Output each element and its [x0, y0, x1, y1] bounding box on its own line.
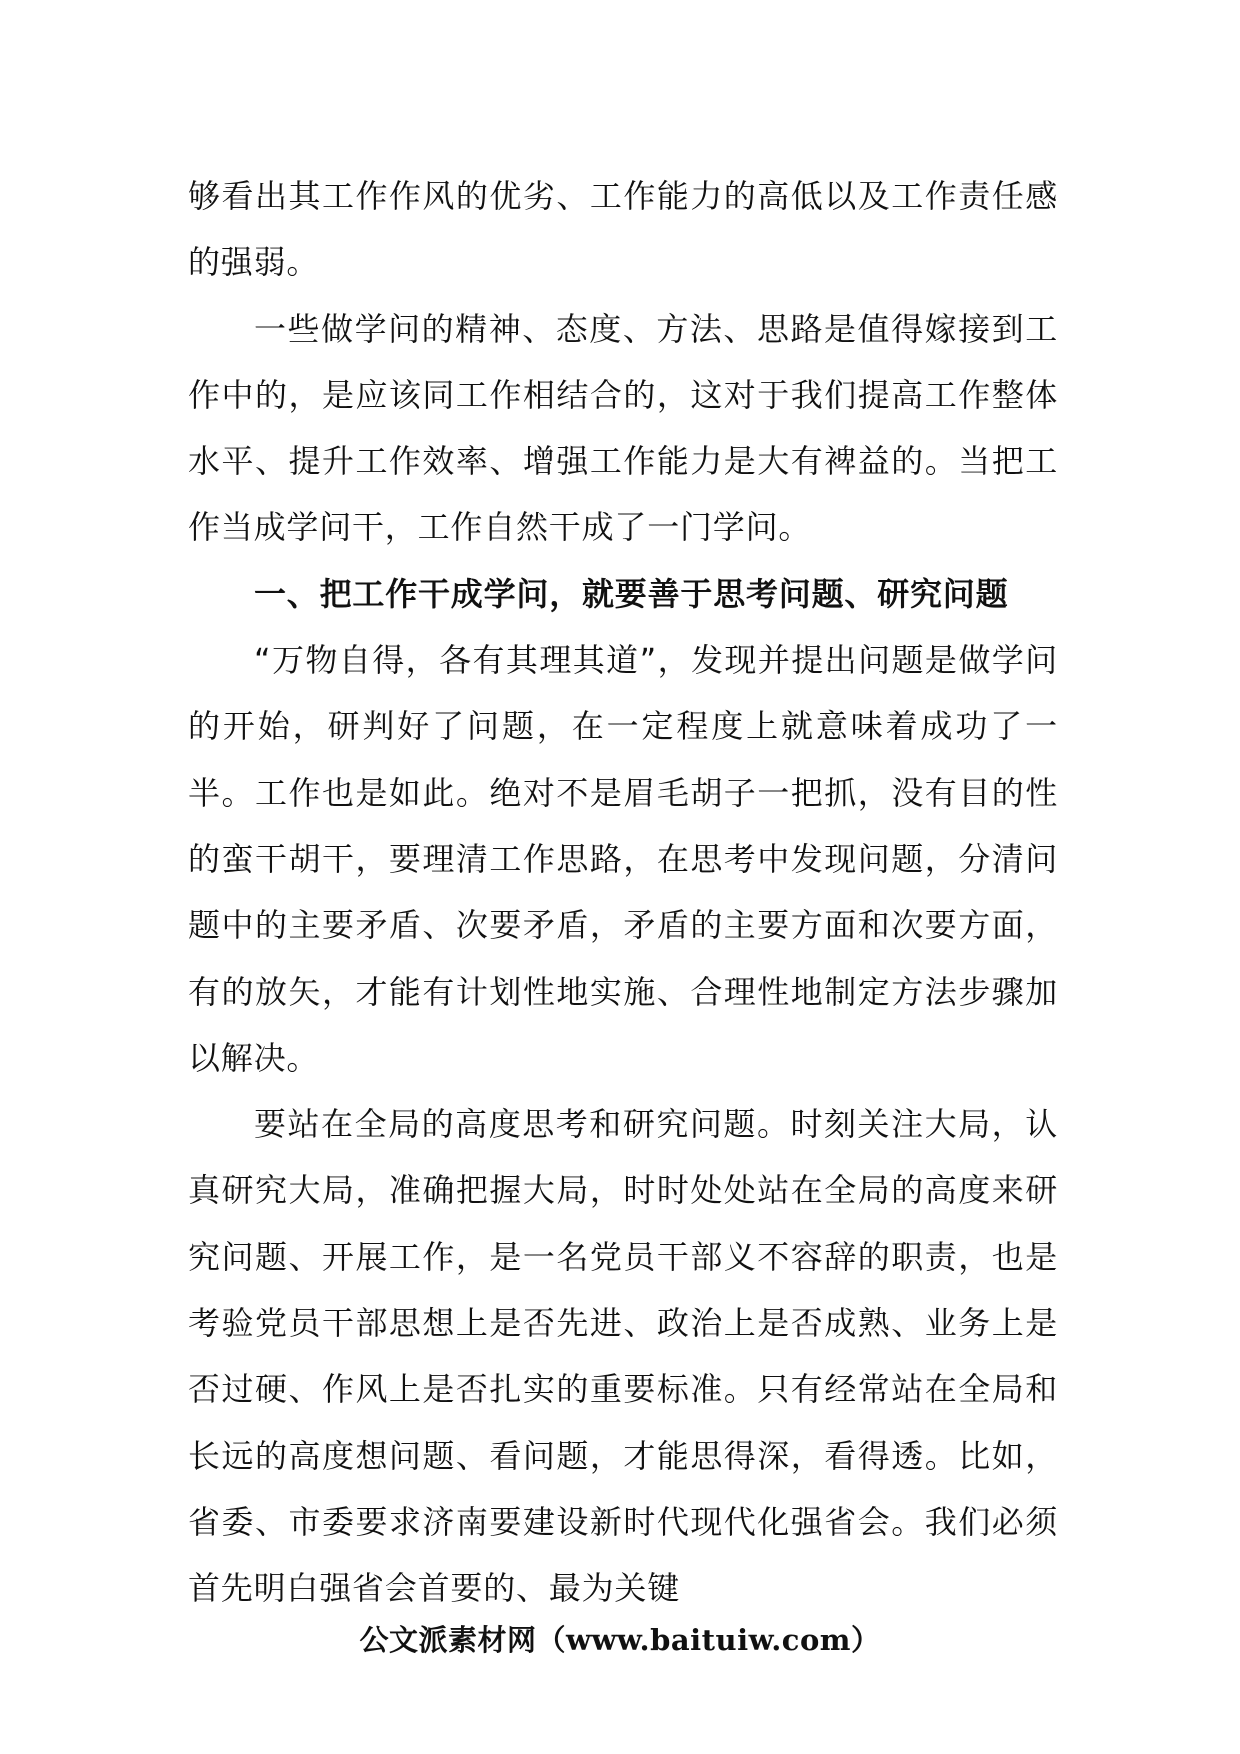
paragraph-overall-perspective: 要站在全局的高度思考和研究问题。时刻关注大局，认真研究大局，准确把握大局，时时处处站在全局的高度来研究问题、开展工作，是一名党员干部义不容辞的职责，也是考验党员干部思想上是否先进、政治上是否成熟、业务上是否过硬、作风上是否扎实的重要标准。只有经常站在全局和长远的高度想问题、看问题，才能思得深，看得透。比如，省委、市委要求济南要建设新时代现代化强省会。我们必须首先明白强省会首要的、最为关键 [188, 1105, 1058, 1608]
section-heading-1: 一、把工作干成学问，就要善于思考问题、研究问题 [254, 574, 1009, 613]
footer-watermark: 公文派素材网（www.baituiw.com） [359, 1623, 881, 1657]
paragraph-work-and-scholarship: 一些做学问的精神、态度、方法、思路是值得嫁接到工作中的，是应该同工作相结合的，这对于我们提高工作整体水平、提升工作效率、增强工作能力是大有裨益的。当把工作当成学问干，工作自然干成了一门学问。 [188, 309, 1058, 547]
paragraph-identify-problems: “万物自得，各有其理其道”，发现并提出问题是做学问的开始，研判好了问题，在一定程度上就意味着成功了一半。工作也是如此。绝对不是眉毛胡子一把抓，没有目的性的蛮干胡干，要理清工作思路，在思考中发现问题，分清问题中的主要矛盾、次要矛盾，矛盾的主要方面和次要方面，有的放矢，才能有计划性地实施、合理性地制定方法步骤加以解决。 [188, 641, 1058, 1077]
document-body [188, 163, 1058, 1622]
paragraph-continuation: 够看出其工作作风的优劣、工作能力的高低以及工作责任感的强弱。 [188, 177, 1058, 282]
